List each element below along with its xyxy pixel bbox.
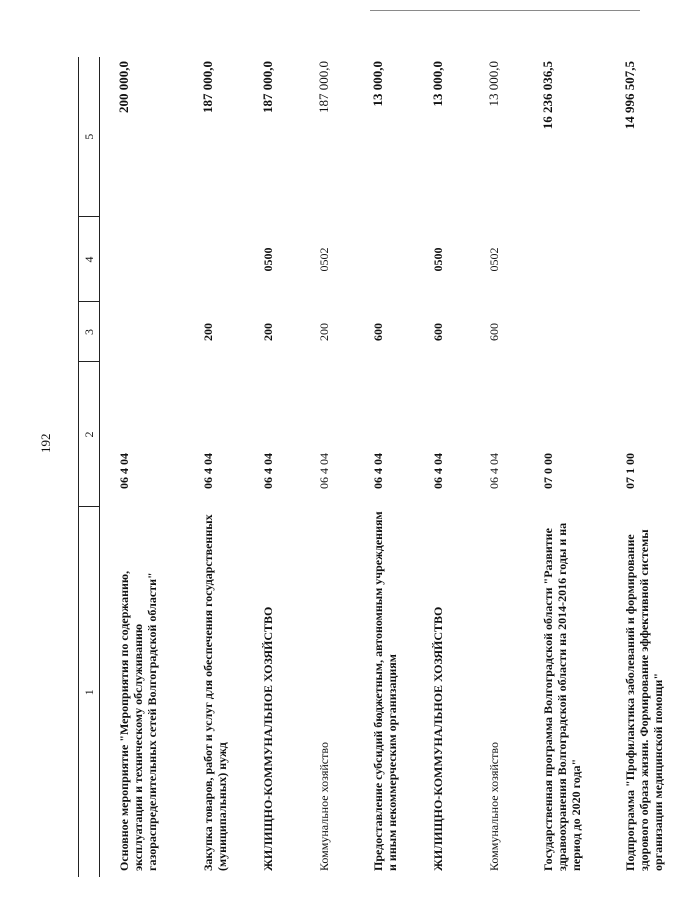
row-vr: 200 <box>201 323 215 341</box>
row-name: ЖИЛИЩНО-КОММУНАЛЬНОЕ ХОЗЯЙСТВО <box>261 606 275 871</box>
row-vr: 600 <box>371 323 385 341</box>
table-row <box>100 57 188 877</box>
row-rz <box>187 217 245 302</box>
table-row <box>357 57 415 877</box>
row-vr: 200 <box>261 323 275 341</box>
page-number: 192 <box>38 433 53 453</box>
row-name: Коммунальное хозяйство <box>487 742 501 871</box>
row-vr <box>100 302 188 362</box>
row-csr: 06 4 04 <box>431 453 445 489</box>
header-col-2: 2 <box>79 362 100 507</box>
row-rz <box>527 217 609 302</box>
row-name: Подпрограмма "Профилактика заболеваний и формирование здорового образа жизни. Формирование эффективной системы организации медицинской помощи" <box>623 529 665 871</box>
row-amount: 16 236 036,5 <box>540 61 555 130</box>
header-row <box>79 57 100 877</box>
header-col-5: 5 <box>79 57 100 217</box>
row-amount: 13 000,0 <box>370 61 385 107</box>
table-row <box>415 57 471 877</box>
row-amount: 13 000,0 <box>486 61 501 107</box>
row-csr: 06 4 04 <box>487 453 501 489</box>
row-amount: 187 000,0 <box>316 61 331 113</box>
row-vr: 200 <box>317 323 331 341</box>
table-row <box>527 57 609 877</box>
row-name: ЖИЛИЩНО-КОММУНАЛЬНОЕ ХОЗЯЙСТВО <box>431 606 445 871</box>
header-col-4: 4 <box>79 217 100 302</box>
row-rz <box>357 217 415 302</box>
row-rz <box>609 217 695 302</box>
row-csr: 06 4 04 <box>201 453 215 489</box>
top-rule <box>370 10 640 11</box>
row-csr: 06 4 04 <box>371 453 385 489</box>
row-rz: 0500 <box>261 247 275 272</box>
row-name: Государственная программа Волгоградской области "Развитие здравоохранения Волгоградской области на 2014-2016 годы и на период до 2020 года" <box>541 522 583 871</box>
row-amount: 14 996 507,5 <box>622 61 637 130</box>
row-name: Предоставление субсидий бюджетным, автономным учреждениям и иным некоммерческим организациям <box>371 511 399 871</box>
row-csr: 06 4 04 <box>317 453 331 489</box>
header-col-3: 3 <box>79 302 100 362</box>
table-row <box>187 57 245 877</box>
row-csr: 07 0 00 <box>541 453 555 489</box>
row-csr: 06 4 04 <box>117 453 131 489</box>
row-csr: 06 4 04 <box>261 453 275 489</box>
table-row <box>245 57 301 877</box>
budget-table <box>78 57 695 877</box>
row-name: Закупка товаров, работ и услуг для обеспечения государственных (муниципальных) нужд <box>201 514 229 871</box>
row-vr <box>527 302 609 362</box>
row-vr: 600 <box>487 323 501 341</box>
row-rz <box>100 217 188 302</box>
row-csr: 07 1 00 <box>623 453 637 489</box>
row-rz: 0500 <box>431 247 445 272</box>
row-rz: 0502 <box>487 247 501 272</box>
row-amount: 187 000,0 <box>260 61 275 113</box>
row-amount: 13 000,0 <box>430 61 445 107</box>
table-row <box>301 57 357 877</box>
row-name: Коммунальное хозяйство <box>317 742 331 871</box>
header-col-1: 1 <box>79 507 100 877</box>
budget-table-sheet <box>78 57 665 877</box>
row-rz: 0502 <box>317 247 331 272</box>
row-amount: 187 000,0 <box>200 61 215 113</box>
row-vr <box>609 302 695 362</box>
row-name: Основное мероприятие "Мероприятия по содержанию, эксплуатации и техническому обслуживанию газораспределительных сетей Волгоградской области" <box>117 570 159 871</box>
table-row <box>609 57 695 877</box>
table-row <box>471 57 527 877</box>
row-vr: 600 <box>431 323 445 341</box>
row-amount: 200 000,0 <box>116 61 131 113</box>
